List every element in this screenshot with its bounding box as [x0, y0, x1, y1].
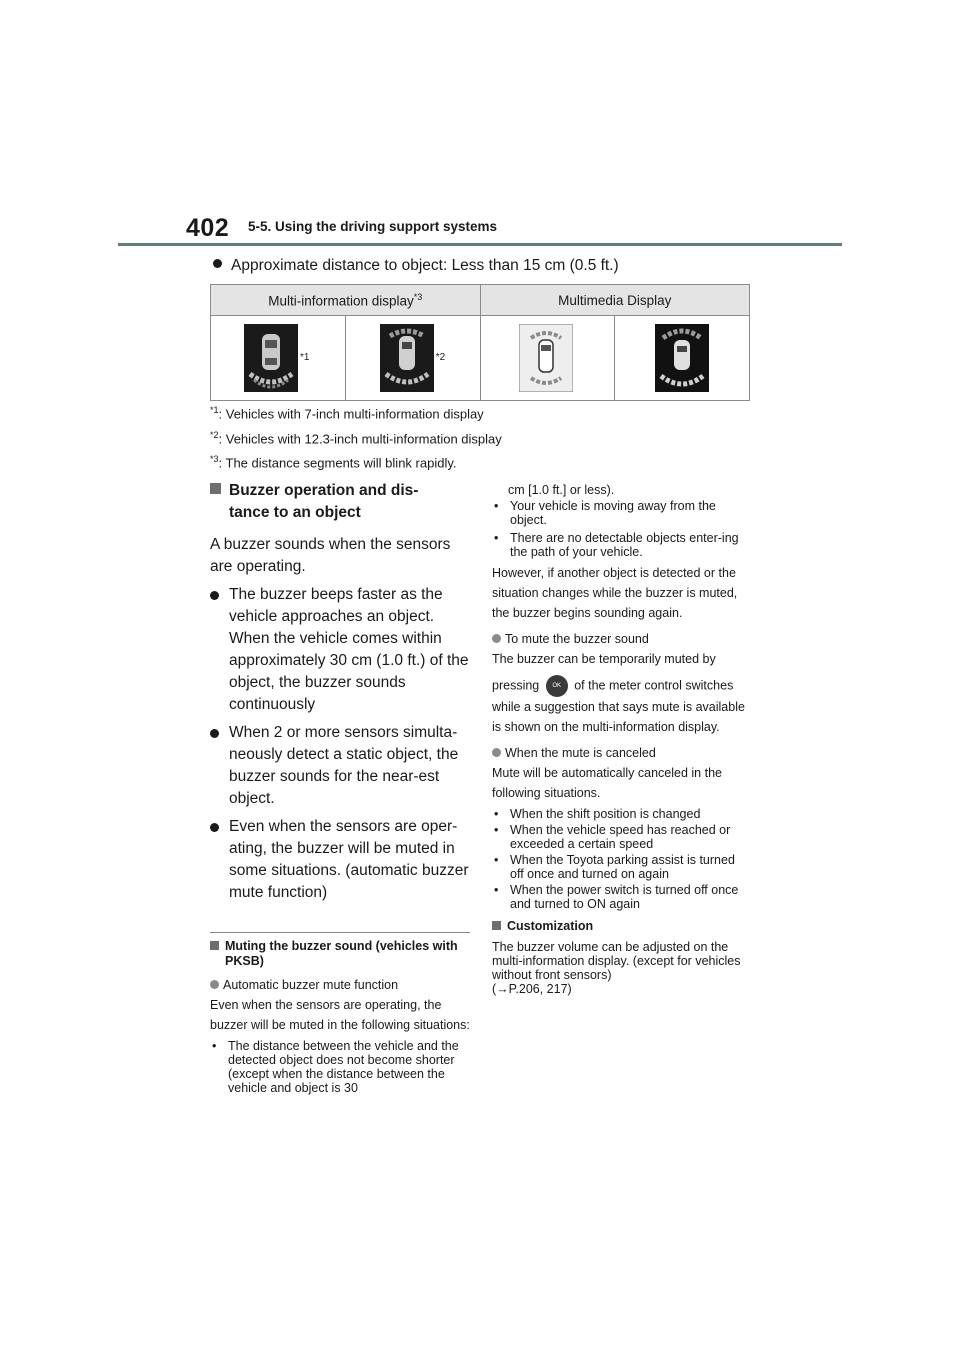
page-number: 402 [186, 214, 230, 242]
customization-heading [492, 919, 752, 934]
buzzer-bullet-1-text: The buzzer beeps faster as the vehicle approaches an object. When the vehicle comes within approximately 30 cm (1.0 ft.) of the object, the buzzer sounds continuously [229, 586, 469, 713]
mute-heading-text: Muting the buzzer sound (vehicles with PKSB) [225, 939, 458, 968]
canceled-text: Mute will be automatically canceled in the following situations. [492, 766, 722, 800]
bullet-icon [210, 584, 229, 716]
display-table [210, 284, 750, 401]
continued-text: cm [1.0 ft.] or less). [508, 483, 615, 497]
buzzer-bullet-2 [210, 722, 470, 810]
dot-bullet-icon: • [494, 823, 499, 837]
left-column [210, 480, 470, 1095]
footnote-2-text: : Vehicles with 12.3-inch multi-information display [218, 431, 502, 447]
buzzer-heading [210, 480, 470, 524]
cancel-item-2-text: When the vehicle speed has reached or exceeded a certain speed [510, 823, 731, 851]
cancel-item-3-text: When the Toyota parking assist is turned off once and turned on again [510, 853, 735, 881]
dot-bullet-icon: • [494, 499, 499, 513]
auto-mute-item-text: The distance between the vehicle and the detected object does not become shorter (except when the distance between the vehicle and object is 30 [228, 1039, 459, 1095]
cell-mid-12inch [345, 316, 480, 401]
cancel-item-2 [492, 823, 752, 851]
cancel-item-3 [492, 853, 752, 881]
img-mark-1: *1 [300, 352, 310, 363]
dot-bullet-icon: • [212, 1039, 217, 1053]
canceled-label-text: When the mute is canceled [505, 746, 656, 760]
buzzer-bullet-2-text: When 2 or more sensors simulta-neously detect a static object, the buzzer sounds for the near-est object. [229, 724, 459, 807]
auto-mute-item [210, 1039, 470, 1095]
heading-square-icon [210, 939, 225, 969]
mid-7inch-image [244, 324, 298, 392]
cancel-item-4-text: When the power switch is turned off once and turned to ON again [510, 883, 739, 911]
cell-multimedia-dark [615, 316, 750, 401]
cancel-item-4 [492, 883, 752, 911]
dot-bullet-icon: • [494, 807, 499, 821]
heading-square-icon [210, 483, 221, 494]
circle-bullet-icon [210, 980, 219, 989]
to-mute-line1: The buzzer can be temporarily muted by [492, 652, 716, 666]
auto-mute-label [210, 975, 470, 995]
condition-item-2 [492, 531, 752, 559]
section-title: 5-5. Using the driving support systems [248, 219, 498, 234]
img-mark-2: *2 [435, 352, 446, 363]
buzzer-heading-line1: Buzzer operation and dis- [229, 482, 419, 499]
to-mute-label [492, 629, 752, 649]
multimedia-dark-image [655, 324, 709, 392]
cell-mid-7inch [211, 316, 346, 401]
bullet-icon [210, 816, 229, 904]
table-header-mid [211, 285, 481, 316]
buzzer-intro: A buzzer sounds when the sensors are operating. [210, 536, 451, 575]
cancel-item-1 [492, 807, 752, 821]
dot-bullet-icon: • [494, 531, 499, 545]
page-reference[interactable]: (→P.206, 217) [492, 982, 572, 996]
divider [210, 932, 470, 933]
buzzer-bullet-3-text: Even when the sensors are oper-ating, the buzzer will be muted in some situations. (automatic buzzer mute function) [229, 818, 469, 901]
mute-heading [210, 939, 470, 969]
condition-item-1 [492, 499, 752, 527]
distance-bullet-text: Approximate distance to object: Less than 15 cm (0.5 ft.) [231, 257, 619, 274]
however-text: However, if another object is detected or the situation changes while the buzzer is muted, the buzzer begins sounding again. [492, 566, 738, 620]
footnote-3-mark: *3 [210, 454, 219, 464]
cell-multimedia-light [480, 316, 615, 401]
canceled-label [492, 743, 752, 763]
footnote-2 [210, 430, 502, 446]
mid-header-label: Multi-information display [268, 293, 414, 309]
mid-12inch-image [380, 324, 434, 392]
pressing-text: pressing [492, 678, 540, 693]
right-column [492, 483, 752, 996]
mid-header-sup: *3 [413, 291, 423, 302]
buzzer-heading-line2: tance to an object [229, 504, 361, 521]
footnote-1 [210, 405, 484, 421]
auto-mute-text: Even when the sensors are operating, the buzzer will be muted in the following situations: [210, 998, 470, 1032]
footnote-3 [210, 454, 456, 470]
bullet-icon [213, 259, 222, 268]
heading-square-icon [492, 919, 507, 934]
circle-bullet-icon [492, 748, 501, 757]
ok-button-icon: OK [546, 675, 568, 697]
condition-item-2-text: There are no detectable objects enter-ing the path of your vehicle. [510, 531, 739, 559]
distance-bullet [213, 257, 619, 275]
circle-bullet-icon [492, 634, 501, 643]
multimedia-light-image [519, 324, 573, 392]
condition-item-1-text: Your vehicle is moving away from the object. [510, 499, 716, 527]
buzzer-bullet-3 [210, 816, 470, 904]
auto-mute-label-text: Automatic buzzer mute function [223, 978, 399, 992]
footnote-1-text: : Vehicles with 7-inch multi-information display [218, 406, 484, 422]
customization-text: The buzzer volume can be adjusted on the multi-information display. (except for vehicles without front sensors) [492, 940, 741, 982]
multimedia-header-label: Multimedia Display [558, 292, 672, 308]
cancel-item-1-text: When the shift position is changed [510, 807, 701, 821]
customization-heading-text: Customization [507, 919, 594, 933]
footnote-1-mark: *1 [210, 405, 219, 415]
footnote-3-text: : The distance segments will blink rapidly. [218, 455, 457, 471]
table-header-multimedia [480, 285, 750, 316]
buzzer-bullet-1 [210, 584, 470, 716]
to-mute-body [492, 675, 752, 737]
dot-bullet-icon: • [494, 883, 499, 897]
header-rule [118, 243, 842, 246]
to-mute-rest-text: of the meter control switches while a suggestion that says mute is available is shown on the multi-information display. [492, 678, 745, 734]
to-mute-label-text: To mute the buzzer sound [505, 632, 649, 646]
dot-bullet-icon: • [494, 853, 499, 867]
bullet-icon [210, 722, 229, 810]
footnote-2-mark: *2 [210, 430, 219, 440]
